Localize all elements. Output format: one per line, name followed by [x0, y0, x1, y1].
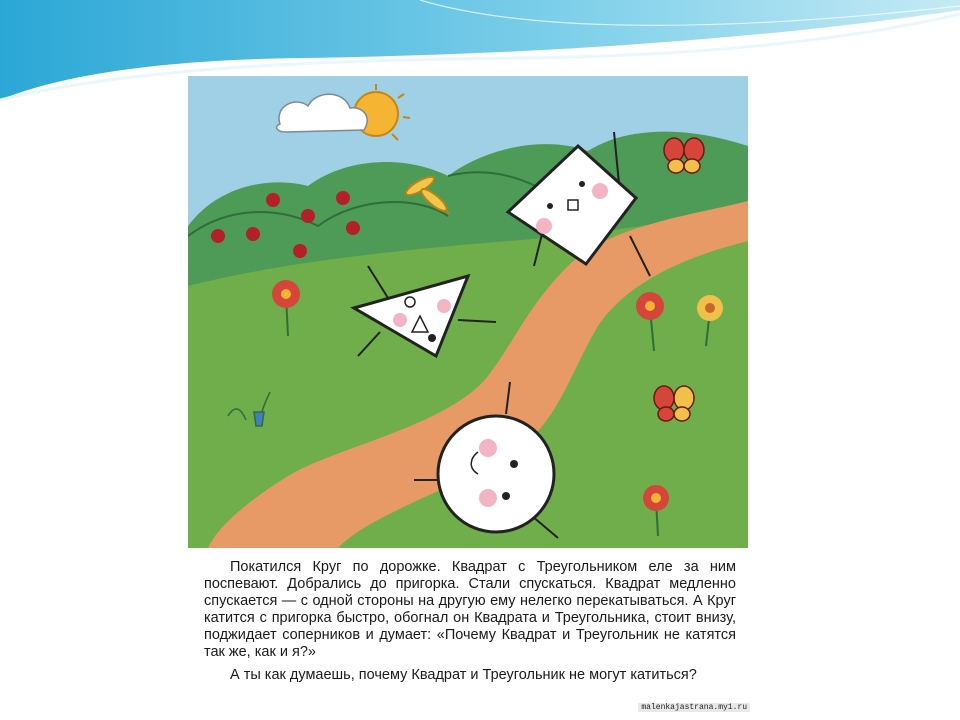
story-text	[204, 559, 736, 684]
story-illustration	[188, 76, 748, 548]
story-paragraph: Покатился Круг по дорожке. Квадрат с Треугольником еле за ним поспевают. Добрались до пригорка. Стали спускаться. Квадрат медленно спускается — с одной стороны на другую ему нелегко перекатываться. А Круг катится с пригорка быстро, обогнал он Квадрата и Треугольника, стоит внизу, поджидает соперников и думает: «Почему Квадрат и Треугольник не катятся так же, как и я?»	[204, 559, 736, 660]
story-question: А ты как думаешь, почему Квадрат и Треугольник не могут катиться?	[230, 667, 697, 683]
book-page	[178, 76, 758, 716]
watermark: malenkajastrana.my1.ru	[638, 703, 750, 712]
